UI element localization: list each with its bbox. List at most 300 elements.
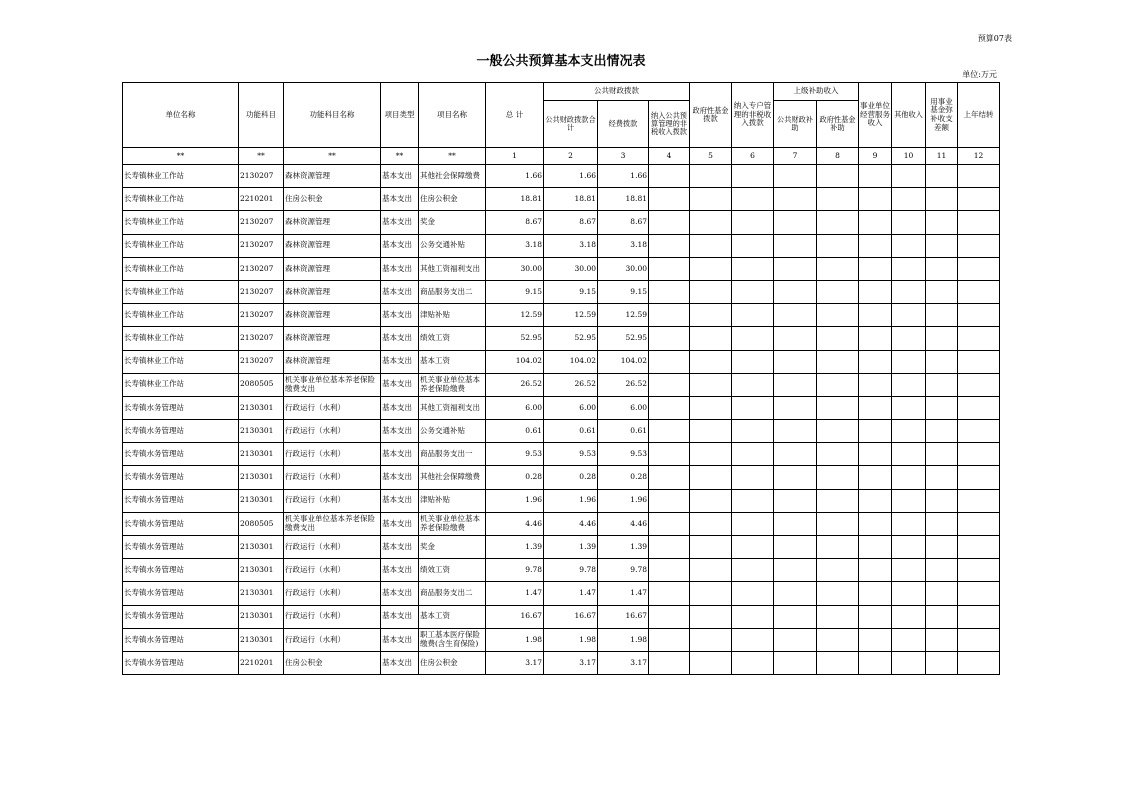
cell-pf-funding: 26.52: [598, 373, 649, 396]
col-func-name: 功能科目名称: [284, 83, 381, 148]
cell-business-income: [859, 466, 892, 489]
cell-business-income: [859, 512, 892, 535]
col-gov-fund: 政府性基金拨款: [690, 83, 732, 148]
table-row: [123, 489, 1000, 512]
cell-proj-name: 商品服务支出二: [419, 582, 486, 605]
cell-pf-nontax: [649, 234, 690, 257]
cell-business-income: [859, 304, 892, 327]
col-business-income: 事业单位经营服务收入: [859, 83, 892, 148]
cell-proj-type: 基本支出: [381, 188, 419, 211]
index-cell: 4: [649, 148, 690, 165]
cell-special-nontax: [732, 373, 774, 396]
col-pf-funding: 经费拨款: [598, 101, 649, 148]
cell-pf-subtotal: 4.46: [544, 512, 598, 535]
cell-prev-balance: [958, 443, 1000, 466]
cell-us-public: [774, 559, 817, 582]
cell-total: 8.67: [486, 211, 544, 234]
cell-unit-name: 长寿镇水务管理站: [123, 559, 239, 582]
cell-gov-fund: [690, 304, 732, 327]
cell-business-income: [859, 605, 892, 628]
cell-gov-fund: [690, 512, 732, 535]
table-row: [123, 466, 1000, 489]
table-row: [123, 559, 1000, 582]
cell-unit-name: 长寿镇林业工作站: [123, 304, 239, 327]
cell-business-income: [859, 443, 892, 466]
cell-us-gov: [817, 280, 859, 303]
cell-us-gov: [817, 188, 859, 211]
cell-proj-name: 商品服务支出一: [419, 443, 486, 466]
cell-proj-name: 奖金: [419, 536, 486, 559]
cell-proj-name: 绩效工资: [419, 327, 486, 350]
table-row: [123, 304, 1000, 327]
cell-proj-name: 住房公积金: [419, 651, 486, 674]
cell-pf-nontax: [649, 350, 690, 373]
cell-special-nontax: [732, 651, 774, 674]
cell-func-name: 机关事业单位基本养老保险缴费支出: [284, 512, 381, 535]
col-prev-balance: 上年结转: [958, 83, 1000, 148]
cell-func-code: 2130301: [239, 443, 284, 466]
cell-unit-name: 长寿镇林业工作站: [123, 280, 239, 303]
cell-proj-type: 基本支出: [381, 350, 419, 373]
cell-prev-balance: [958, 651, 1000, 674]
cell-pf-funding: 3.18: [598, 234, 649, 257]
cell-pf-subtotal: 30.00: [544, 257, 598, 280]
cell-special-nontax: [732, 512, 774, 535]
cell-pf-subtotal: 1.47: [544, 582, 598, 605]
cell-gov-fund: [690, 466, 732, 489]
index-cell: **: [419, 148, 486, 165]
cell-gov-fund: [690, 582, 732, 605]
cell-us-public: [774, 605, 817, 628]
cell-other-income: [892, 489, 926, 512]
cell-pf-nontax: [649, 327, 690, 350]
cell-us-gov: [817, 373, 859, 396]
cell-func-name: 行政运行（水利）: [284, 605, 381, 628]
table-row: [123, 512, 1000, 535]
cell-func-code: 2130301: [239, 605, 284, 628]
cell-func-name: 行政运行（水利）: [284, 582, 381, 605]
index-cell: 5: [690, 148, 732, 165]
cell-func-name: 住房公积金: [284, 651, 381, 674]
cell-func-name: 森林资源管理: [284, 327, 381, 350]
cell-total: 1.98: [486, 628, 544, 651]
cell-unit-name: 长寿镇水务管理站: [123, 489, 239, 512]
cell-prev-balance: [958, 327, 1000, 350]
cell-pf-funding: 104.02: [598, 350, 649, 373]
cell-proj-name: 公务交通补贴: [419, 234, 486, 257]
cell-func-name: 森林资源管理: [284, 280, 381, 303]
cell-fund-balance: [926, 373, 958, 396]
cell-func-code: 2130207: [239, 234, 284, 257]
cell-func-code: 2130301: [239, 628, 284, 651]
cell-fund-balance: [926, 211, 958, 234]
col-upper-subsidy: 上级补助收入: [774, 83, 859, 101]
cell-gov-fund: [690, 327, 732, 350]
cell-proj-name: 基本工资: [419, 605, 486, 628]
index-cell: 8: [817, 148, 859, 165]
table-row: [123, 536, 1000, 559]
cell-us-gov: [817, 396, 859, 419]
cell-gov-fund: [690, 396, 732, 419]
cell-pf-nontax: [649, 536, 690, 559]
cell-fund-balance: [926, 536, 958, 559]
cell-special-nontax: [732, 628, 774, 651]
cell-gov-fund: [690, 165, 732, 188]
cell-fund-balance: [926, 605, 958, 628]
table-row: [123, 327, 1000, 350]
cell-proj-type: 基本支出: [381, 373, 419, 396]
cell-us-public: [774, 373, 817, 396]
cell-prev-balance: [958, 605, 1000, 628]
cell-gov-fund: [690, 373, 732, 396]
cell-proj-name: 奖金: [419, 211, 486, 234]
cell-func-code: 2130301: [239, 489, 284, 512]
cell-us-public: [774, 628, 817, 651]
cell-proj-type: 基本支出: [381, 211, 419, 234]
cell-business-income: [859, 396, 892, 419]
cell-pf-funding: 0.28: [598, 466, 649, 489]
cell-special-nontax: [732, 280, 774, 303]
cell-func-name: 行政运行（水利）: [284, 559, 381, 582]
cell-func-name: 行政运行（水利）: [284, 420, 381, 443]
cell-func-code: 2130301: [239, 536, 284, 559]
table-row: [123, 165, 1000, 188]
cell-business-income: [859, 536, 892, 559]
cell-pf-nontax: [649, 443, 690, 466]
col-proj-name: 项目名称: [419, 83, 486, 148]
cell-proj-name: 其他社会保障缴费: [419, 165, 486, 188]
cell-func-code: 2130207: [239, 211, 284, 234]
cell-pf-subtotal: 0.28: [544, 466, 598, 489]
cell-other-income: [892, 628, 926, 651]
table-number-label: 预算07表: [977, 34, 1012, 43]
cell-us-gov: [817, 628, 859, 651]
cell-us-gov: [817, 582, 859, 605]
cell-special-nontax: [732, 211, 774, 234]
cell-pf-subtotal: 1.39: [544, 536, 598, 559]
cell-pf-funding: 0.61: [598, 420, 649, 443]
cell-unit-name: 长寿镇水务管理站: [123, 628, 239, 651]
cell-other-income: [892, 651, 926, 674]
cell-pf-funding: 16.67: [598, 605, 649, 628]
col-special-nontax: 纳入专户管理的非税收入拨款: [732, 83, 774, 148]
cell-total: 0.28: [486, 466, 544, 489]
cell-gov-fund: [690, 234, 732, 257]
cell-pf-funding: 1.47: [598, 582, 649, 605]
cell-us-public: [774, 582, 817, 605]
cell-proj-type: 基本支出: [381, 559, 419, 582]
cell-pf-subtotal: 3.17: [544, 651, 598, 674]
table-row: [123, 234, 1000, 257]
cell-us-gov: [817, 327, 859, 350]
cell-total: 3.18: [486, 234, 544, 257]
cell-prev-balance: [958, 420, 1000, 443]
cell-func-name: 行政运行（水利）: [284, 489, 381, 512]
cell-pf-funding: 6.00: [598, 396, 649, 419]
cell-pf-subtotal: 9.78: [544, 559, 598, 582]
cell-func-code: 2210201: [239, 651, 284, 674]
cell-pf-subtotal: 1.98: [544, 628, 598, 651]
cell-pf-subtotal: 18.81: [544, 188, 598, 211]
cell-pf-funding: 18.81: [598, 188, 649, 211]
cell-proj-name: 住房公积金: [419, 188, 486, 211]
cell-business-income: [859, 188, 892, 211]
col-func-code: 功能科目: [239, 83, 284, 148]
cell-func-code: 2130301: [239, 420, 284, 443]
cell-func-code: 2130301: [239, 559, 284, 582]
table-row: [123, 257, 1000, 280]
cell-proj-name: 基本工资: [419, 350, 486, 373]
cell-prev-balance: [958, 234, 1000, 257]
cell-pf-funding: 1.98: [598, 628, 649, 651]
col-pf-subtotal: 公共财政拨款合计: [544, 101, 598, 148]
cell-total: 104.02: [486, 350, 544, 373]
table-row: [123, 280, 1000, 303]
cell-business-income: [859, 373, 892, 396]
cell-proj-name: 津贴补贴: [419, 489, 486, 512]
cell-fund-balance: [926, 327, 958, 350]
cell-unit-name: 长寿镇水务管理站: [123, 536, 239, 559]
cell-proj-name: 其他工资福利支出: [419, 396, 486, 419]
cell-gov-fund: [690, 211, 732, 234]
cell-prev-balance: [958, 536, 1000, 559]
cell-proj-name: 商品服务支出二: [419, 280, 486, 303]
cell-us-gov: [817, 536, 859, 559]
cell-pf-nontax: [649, 396, 690, 419]
cell-unit-name: 长寿镇林业工作站: [123, 188, 239, 211]
cell-fund-balance: [926, 350, 958, 373]
cell-other-income: [892, 280, 926, 303]
cell-us-gov: [817, 234, 859, 257]
cell-fund-balance: [926, 651, 958, 674]
cell-pf-subtotal: 1.66: [544, 165, 598, 188]
cell-prev-balance: [958, 582, 1000, 605]
cell-business-income: [859, 582, 892, 605]
page-title: 一般公共预算基本支出情况表: [476, 54, 646, 69]
col-fund-balance: 用事业基金弥补收支差额: [926, 83, 958, 148]
cell-other-income: [892, 559, 926, 582]
table-row: [123, 628, 1000, 651]
cell-func-name: 行政运行（水利）: [284, 443, 381, 466]
cell-pf-nontax: [649, 512, 690, 535]
table-row: [123, 443, 1000, 466]
cell-special-nontax: [732, 536, 774, 559]
cell-proj-type: 基本支出: [381, 605, 419, 628]
cell-unit-name: 长寿镇水务管理站: [123, 466, 239, 489]
cell-special-nontax: [732, 188, 774, 211]
col-us-gov: 政府性基金补助: [817, 101, 859, 148]
cell-fund-balance: [926, 443, 958, 466]
unit-label: 单位:万元: [962, 70, 997, 79]
cell-prev-balance: [958, 628, 1000, 651]
cell-fund-balance: [926, 628, 958, 651]
cell-prev-balance: [958, 466, 1000, 489]
cell-pf-funding: 1.66: [598, 165, 649, 188]
cell-gov-fund: [690, 559, 732, 582]
col-us-public: 公共财政补助: [774, 101, 817, 148]
cell-proj-type: 基本支出: [381, 582, 419, 605]
cell-fund-balance: [926, 188, 958, 211]
cell-special-nontax: [732, 443, 774, 466]
cell-func-code: 2130207: [239, 257, 284, 280]
table-row: [123, 350, 1000, 373]
cell-proj-type: 基本支出: [381, 327, 419, 350]
cell-special-nontax: [732, 420, 774, 443]
cell-func-name: 行政运行（水利）: [284, 628, 381, 651]
budget-table: [122, 82, 1000, 675]
cell-us-public: [774, 651, 817, 674]
cell-proj-name: 绩效工资: [419, 559, 486, 582]
cell-fund-balance: [926, 304, 958, 327]
cell-prev-balance: [958, 211, 1000, 234]
cell-total: 18.81: [486, 188, 544, 211]
cell-us-public: [774, 304, 817, 327]
index-cell: **: [381, 148, 419, 165]
cell-pf-nontax: [649, 304, 690, 327]
cell-special-nontax: [732, 559, 774, 582]
cell-proj-type: 基本支出: [381, 165, 419, 188]
cell-unit-name: 长寿镇林业工作站: [123, 234, 239, 257]
cell-pf-subtotal: 104.02: [544, 350, 598, 373]
cell-pf-nontax: [649, 165, 690, 188]
cell-proj-type: 基本支出: [381, 396, 419, 419]
cell-total: 9.78: [486, 559, 544, 582]
cell-us-public: [774, 489, 817, 512]
cell-us-public: [774, 165, 817, 188]
index-cell: 11: [926, 148, 958, 165]
cell-gov-fund: [690, 605, 732, 628]
cell-total: 9.53: [486, 443, 544, 466]
cell-func-name: 行政运行（水利）: [284, 396, 381, 419]
cell-prev-balance: [958, 280, 1000, 303]
cell-fund-balance: [926, 512, 958, 535]
cell-pf-nontax: [649, 373, 690, 396]
cell-pf-funding: 52.95: [598, 327, 649, 350]
cell-gov-fund: [690, 443, 732, 466]
index-cell: 1: [486, 148, 544, 165]
cell-business-income: [859, 257, 892, 280]
cell-unit-name: 长寿镇水务管理站: [123, 605, 239, 628]
cell-func-name: 森林资源管理: [284, 350, 381, 373]
cell-func-code: 2130207: [239, 350, 284, 373]
cell-pf-nontax: [649, 651, 690, 674]
cell-unit-name: 长寿镇水务管理站: [123, 582, 239, 605]
cell-business-income: [859, 489, 892, 512]
cell-pf-nontax: [649, 489, 690, 512]
cell-pf-subtotal: 8.67: [544, 211, 598, 234]
cell-us-public: [774, 466, 817, 489]
cell-func-name: 住房公积金: [284, 188, 381, 211]
col-public-finance: 公共财政拨款: [544, 83, 690, 101]
col-pf-nontax: 纳入公共预算管理的非税收入拨款: [649, 101, 690, 148]
cell-business-income: [859, 559, 892, 582]
cell-pf-subtotal: 12.59: [544, 304, 598, 327]
cell-pf-funding: 1.39: [598, 536, 649, 559]
cell-pf-nontax: [649, 466, 690, 489]
cell-us-public: [774, 443, 817, 466]
cell-business-income: [859, 165, 892, 188]
cell-fund-balance: [926, 420, 958, 443]
cell-proj-type: 基本支出: [381, 280, 419, 303]
cell-special-nontax: [732, 234, 774, 257]
index-cell: **: [284, 148, 381, 165]
cell-us-public: [774, 396, 817, 419]
cell-func-name: 森林资源管理: [284, 304, 381, 327]
cell-unit-name: 长寿镇林业工作站: [123, 165, 239, 188]
cell-prev-balance: [958, 396, 1000, 419]
cell-us-gov: [817, 211, 859, 234]
cell-other-income: [892, 304, 926, 327]
cell-other-income: [892, 466, 926, 489]
cell-proj-type: 基本支出: [381, 420, 419, 443]
cell-prev-balance: [958, 512, 1000, 535]
cell-pf-nontax: [649, 628, 690, 651]
cell-us-public: [774, 211, 817, 234]
cell-fund-balance: [926, 489, 958, 512]
cell-us-gov: [817, 165, 859, 188]
cell-business-income: [859, 327, 892, 350]
cell-business-income: [859, 420, 892, 443]
cell-us-public: [774, 420, 817, 443]
cell-gov-fund: [690, 489, 732, 512]
cell-us-gov: [817, 489, 859, 512]
cell-proj-type: 基本支出: [381, 304, 419, 327]
cell-gov-fund: [690, 651, 732, 674]
cell-gov-fund: [690, 188, 732, 211]
cell-pf-nontax: [649, 257, 690, 280]
cell-unit-name: 长寿镇水务管理站: [123, 443, 239, 466]
cell-pf-subtotal: 52.95: [544, 327, 598, 350]
index-cell: 9: [859, 148, 892, 165]
cell-business-income: [859, 280, 892, 303]
table-row: [123, 396, 1000, 419]
cell-prev-balance: [958, 165, 1000, 188]
cell-us-public: [774, 350, 817, 373]
cell-pf-nontax: [649, 559, 690, 582]
cell-pf-nontax: [649, 188, 690, 211]
cell-special-nontax: [732, 257, 774, 280]
cell-us-gov: [817, 257, 859, 280]
cell-total: 3.17: [486, 651, 544, 674]
cell-proj-type: 基本支出: [381, 234, 419, 257]
cell-proj-name: 公务交通补贴: [419, 420, 486, 443]
cell-business-income: [859, 651, 892, 674]
cell-other-income: [892, 512, 926, 535]
cell-us-gov: [817, 304, 859, 327]
col-total: 总 计: [486, 83, 544, 148]
cell-prev-balance: [958, 489, 1000, 512]
cell-pf-funding: 1.96: [598, 489, 649, 512]
cell-total: 16.67: [486, 605, 544, 628]
cell-fund-balance: [926, 582, 958, 605]
index-cell: 3: [598, 148, 649, 165]
cell-other-income: [892, 420, 926, 443]
cell-special-nontax: [732, 304, 774, 327]
cell-pf-funding: 8.67: [598, 211, 649, 234]
cell-pf-nontax: [649, 211, 690, 234]
cell-us-public: [774, 280, 817, 303]
cell-total: 0.61: [486, 420, 544, 443]
cell-fund-balance: [926, 396, 958, 419]
cell-func-code: 2130301: [239, 396, 284, 419]
cell-proj-type: 基本支出: [381, 512, 419, 535]
cell-func-name: 森林资源管理: [284, 257, 381, 280]
cell-pf-funding: 9.15: [598, 280, 649, 303]
cell-pf-subtotal: 9.53: [544, 443, 598, 466]
cell-total: 52.95: [486, 327, 544, 350]
cell-other-income: [892, 396, 926, 419]
cell-us-gov: [817, 559, 859, 582]
